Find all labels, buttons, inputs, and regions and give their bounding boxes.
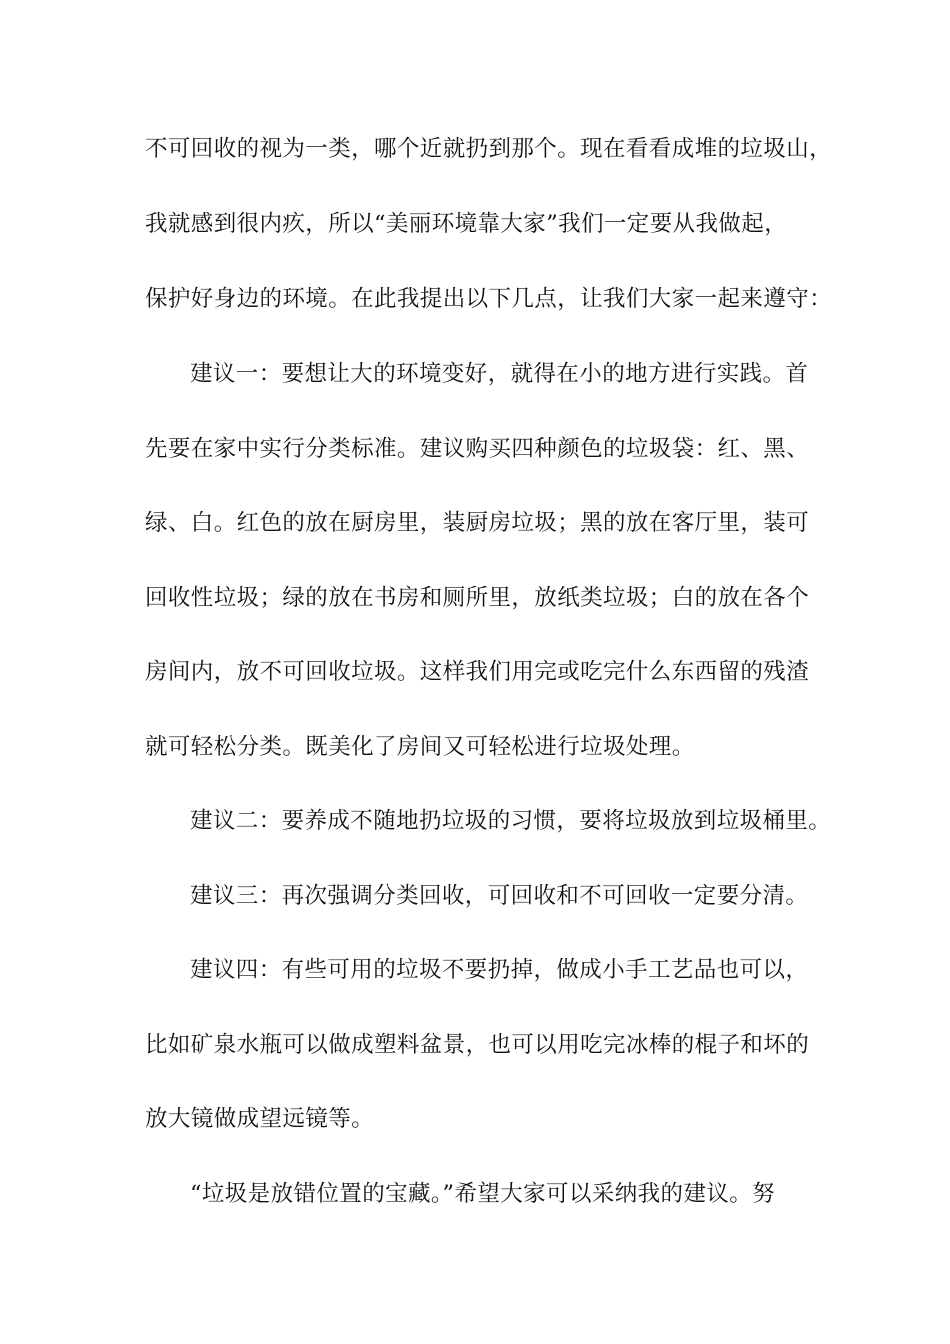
text-line: 绿、白。红色的放在厨房里，装厨房垃圾；黑的放在客厅里，装可 bbox=[145, 510, 810, 536]
text-line: 就可轻松分类。既美化了房间又可轻松进行垃圾处理。 bbox=[145, 734, 695, 760]
text-line: 比如矿泉水瓶可以做成塑料盆景，也可以用吃完冰棒的棍子和坏的 bbox=[145, 1032, 810, 1058]
suggestion-three-line: 建议三：再次强调分类回收，可回收和不可回收一定要分清。 bbox=[190, 883, 809, 909]
suggestion-two-line: 建议二：要养成不随地扔垃圾的习惯，要将垃圾放到垃圾桶里。 bbox=[190, 808, 832, 834]
text-line: 先要在家中实行分类标准。建议购买四种颜色的垃圾袋：红、黑、 bbox=[145, 436, 810, 462]
suggestion-one-line: 建议一：要想让大的环境变好，就得在小的地方进行实践。首 bbox=[190, 361, 809, 387]
text-line: 不可回收的视为一类，哪个近就扔到那个。现在看看成堆的垃圾山， bbox=[145, 136, 833, 162]
text-line: 房间内，放不可回收垃圾。这样我们用完或吃完什么东西留的残渣 bbox=[145, 659, 810, 685]
suggestion-four-line: 建议四：有些可用的垃圾不要扔掉，做成小手工艺品也可以， bbox=[190, 957, 809, 983]
text-line: 我就感到很内疚，所以“美丽环境靠大家”我们一定要从我做起， bbox=[145, 211, 788, 237]
closing-quote-line: “垃圾是放错位置的宝藏。”希望大家可以采纳我的建议。努 bbox=[190, 1181, 776, 1207]
text-line: 放大镜做成望远镜等。 bbox=[145, 1106, 375, 1132]
text-line: 保护好身边的环境。在此我提出以下几点，让我们大家一起来遵守： bbox=[145, 286, 833, 312]
text-line: 回收性垃圾；绿的放在书房和厕所里，放纸类垃圾；白的放在各个 bbox=[145, 585, 810, 611]
